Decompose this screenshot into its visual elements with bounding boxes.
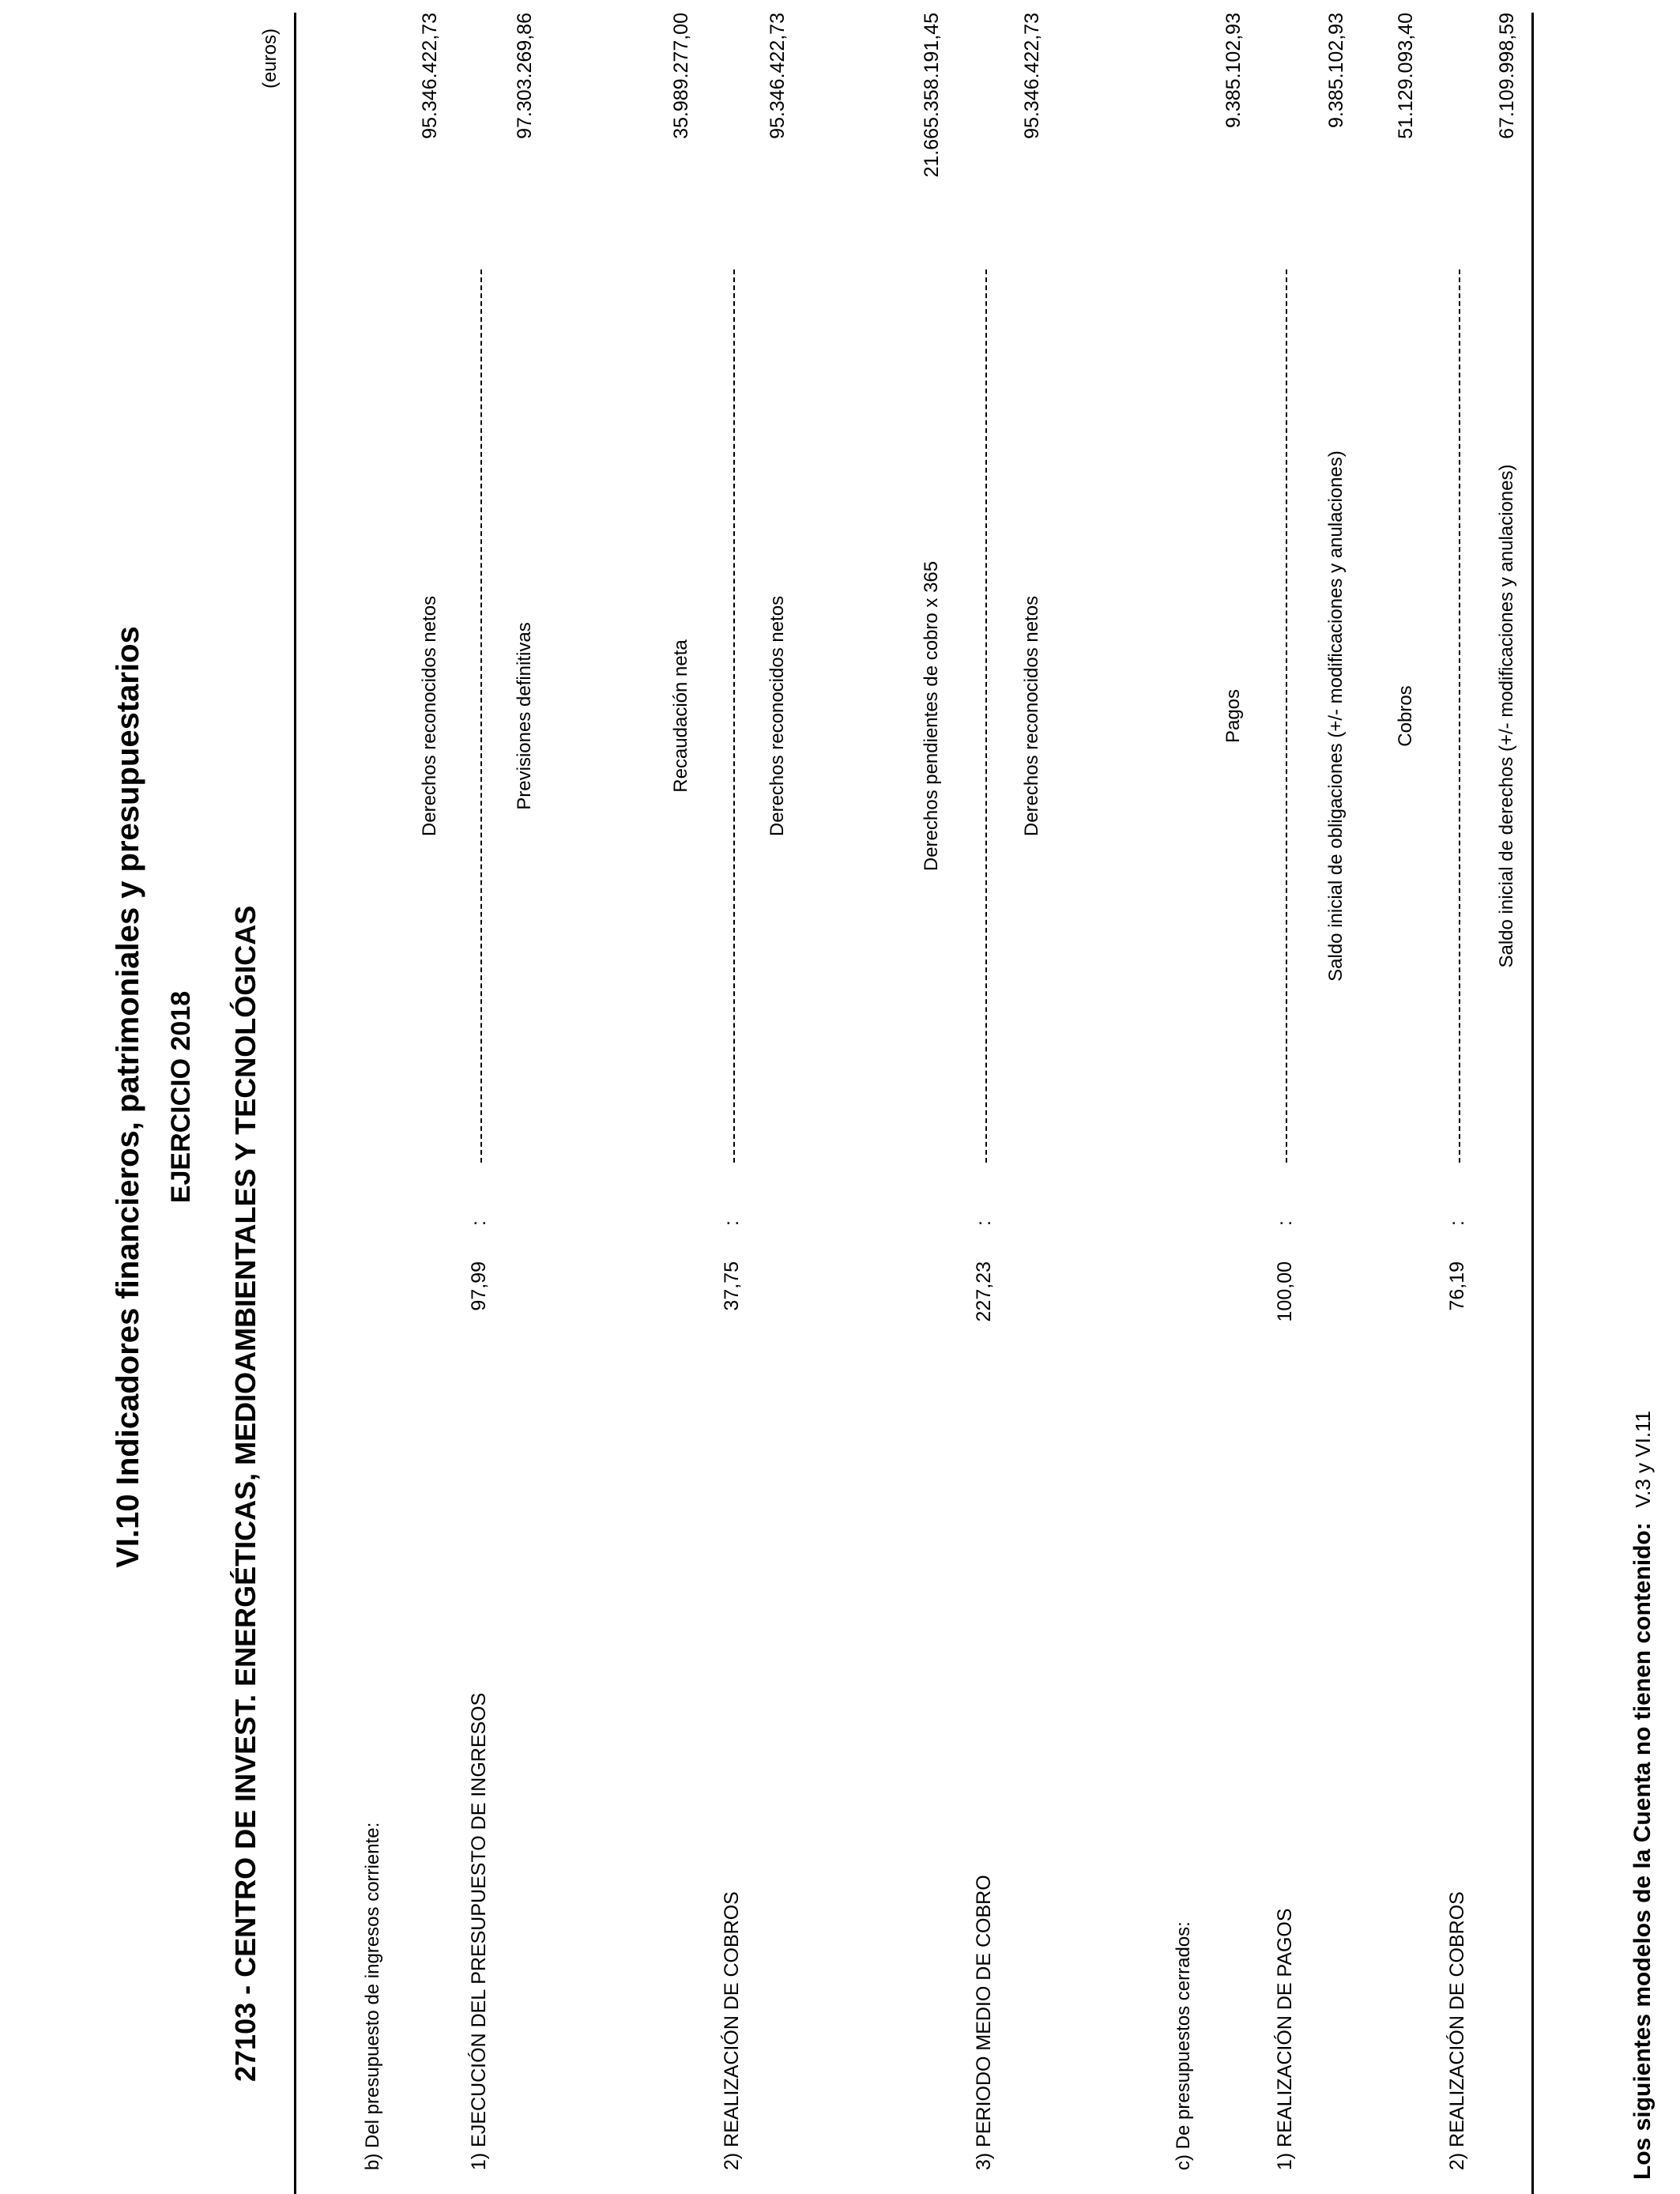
- numerator-value: 35.989.277,00: [670, 13, 692, 139]
- numerator-value: 51.129.093,40: [1395, 13, 1417, 139]
- indicator-value: 37,75: [721, 1261, 743, 1311]
- colon: :: [1446, 1220, 1468, 1226]
- denominator-label: Previsiones definitivas: [514, 622, 535, 810]
- denominator-value: 9.385.102,93: [1325, 13, 1347, 128]
- indicator-value: 76,19: [1446, 1261, 1468, 1311]
- indicator-label: 3) PERIODO MEDIO DE COBRO: [973, 1875, 995, 2170]
- footer-value: V.3 y VI.11: [1631, 1410, 1655, 1508]
- denominator-value: 97.303.269,86: [514, 13, 536, 139]
- entity-name: 27103 - CENTRO DE INVEST. ENERGÉTICAS, MEDIOAMBIENTALES Y TECNOLÓGICAS: [229, 905, 262, 2082]
- denominator-value: 95.346.422,73: [1021, 13, 1043, 139]
- section-b-heading: b) Del presupuesto de ingresos corriente:: [362, 1822, 383, 2170]
- footer-label: Los siguientes modelos de la Cuenta no tienen contenido:: [1629, 1522, 1656, 2180]
- denominator-label: Saldo inicial de obligaciones (+/- modificaciones y anulaciones): [1325, 450, 1347, 982]
- footer-rule: [1531, 13, 1534, 2194]
- indicator-value: 227,23: [973, 1261, 995, 1322]
- footer-note: [1629, 1411, 1656, 2180]
- colon: :: [1274, 1220, 1296, 1226]
- numerator-label: Recaudación neta: [670, 639, 691, 793]
- numerator-label: Pagos: [1222, 688, 1244, 744]
- numerator-label: Derechos pendientes de cobro x 365: [921, 560, 942, 872]
- exercise-year: EJERCICIO 2018: [166, 990, 196, 1204]
- indicator-label: 2) REALIZACIÓN DE COBROS: [721, 1891, 743, 2170]
- denominator-label: Derechos reconocidos netos: [767, 595, 788, 837]
- numerator-value: 21.665.358.191,45: [921, 13, 943, 178]
- fraction-line: [1459, 270, 1460, 1163]
- colon: :: [468, 1220, 490, 1226]
- indicator-value: 97,99: [468, 1261, 490, 1311]
- fraction-line: [733, 270, 735, 1163]
- numerator-value: 9.385.102,93: [1222, 13, 1245, 128]
- numerator-label: Derechos reconocidos netos: [419, 595, 440, 837]
- denominator-value: 67.109.998,59: [1496, 13, 1518, 139]
- numerator-label: Cobros: [1395, 685, 1416, 747]
- fraction-line: [985, 270, 987, 1163]
- colon: :: [721, 1220, 743, 1226]
- denominator-value: 95.346.422,73: [767, 13, 789, 139]
- denominator-label: Saldo inicial de derechos (+/- modificaciones y anulaciones): [1496, 464, 1517, 968]
- units-label: (euros): [259, 28, 281, 89]
- indicator-label: 1) REALIZACIÓN DE PAGOS: [1274, 1908, 1296, 2170]
- header-rule: [294, 13, 296, 2194]
- numerator-value: 95.346.422,73: [419, 13, 441, 139]
- page-title: VI.10 Indicadores financieros, patrimoniales y presupuestarios: [111, 626, 145, 1568]
- indicator-value: 100,00: [1274, 1261, 1296, 1322]
- fraction-line: [1286, 270, 1287, 1163]
- denominator-label: Derechos reconocidos netos: [1021, 595, 1042, 837]
- indicator-label: 1) EJECUCIÓN DEL PRESUPUESTO DE INGRESOS: [468, 1692, 490, 2170]
- colon: :: [973, 1220, 995, 1226]
- indicator-label: 2) REALIZACIÓN DE COBROS: [1446, 1891, 1468, 2170]
- section-c-heading: c) De presupuestos cerrados:: [1173, 1921, 1194, 2170]
- fraction-line: [480, 270, 482, 1163]
